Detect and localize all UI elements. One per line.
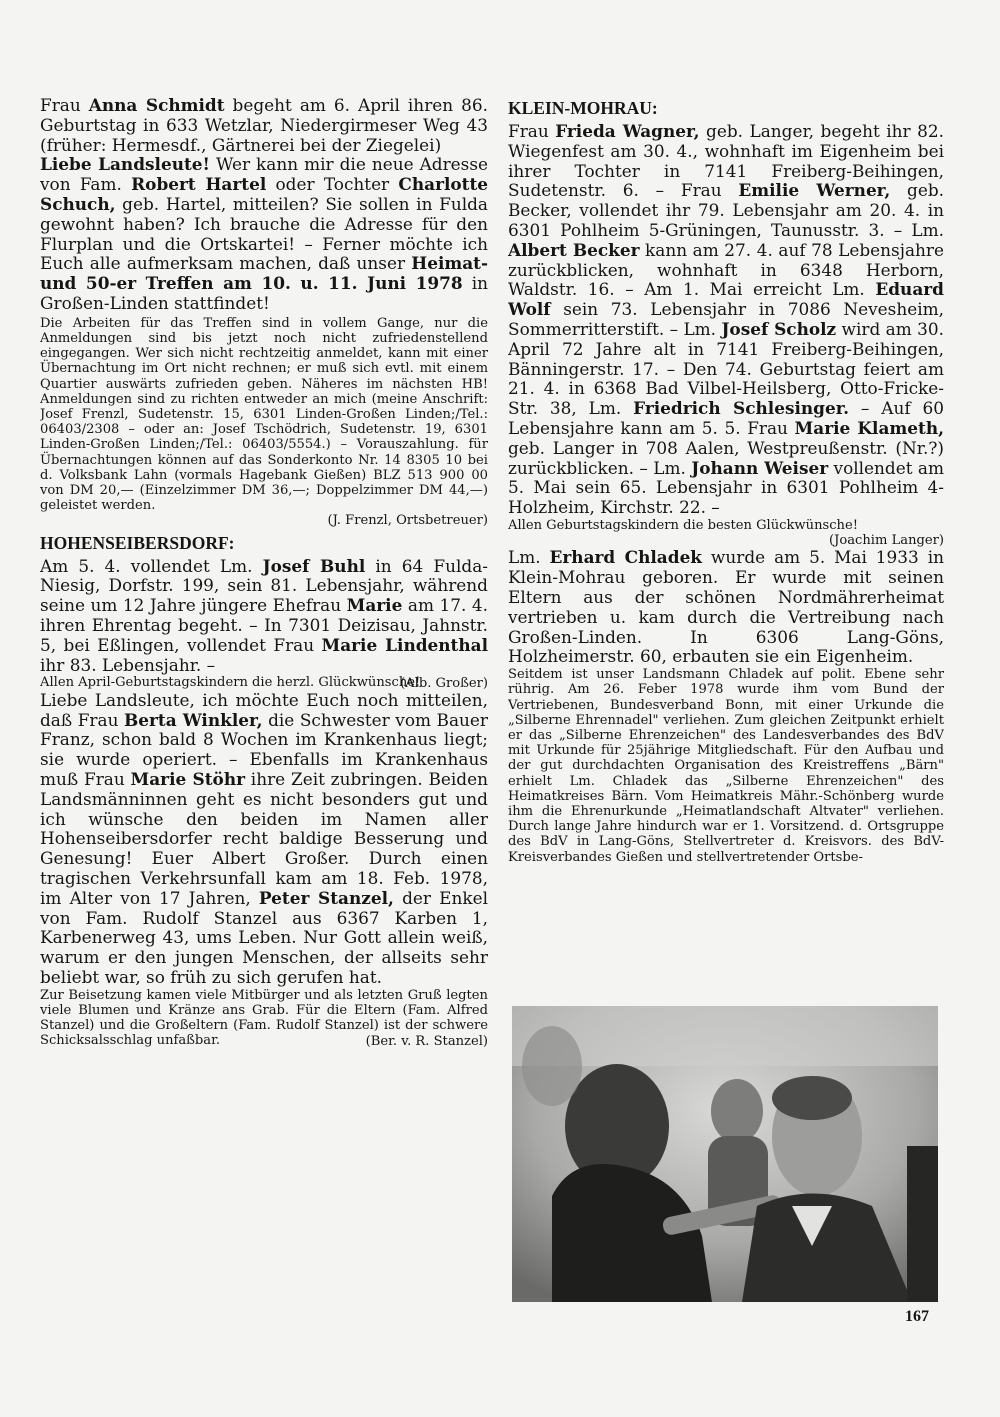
- bold-name: Johann Weiser: [691, 457, 829, 478]
- text-run: Am 5. 4. vollendet Lm.: [40, 555, 263, 576]
- bold-name: Josef Scholz: [721, 318, 837, 339]
- text-run: geb. Becker, vollendet ihr 79. Lebensjahr am 20. 4. in 6301 Pohlheim 5-Grüningen, Taunusstr. 3. – Lm.: [508, 180, 944, 240]
- text-run: geb. Langer in 708 Aalen, Westpreußenstr. (Nr.?) zurückblicken. – Lm.: [508, 437, 944, 478]
- paragraph-april-greetings: Allen April-Geburtstagskindern die herzl. Glückwünsche!: [40, 675, 421, 691]
- text-run: ihre Zeit zubringen. Beiden Landsmänninnen geht es nicht besonders gut und ich wünsche den beiden im Namen aller Hohenseibersdorfer recht baldige Besserung und Genesung! Euer Albert Großer. Durch einen tragischen Verkehrsunfall kam am 18. Feb. 1978, im Alter von 17 Jahren,: [40, 768, 488, 908]
- bold-name: Charlotte Schuch,: [40, 174, 488, 214]
- signature-stanzel: (Ber. v. R. Stanzel): [365, 1033, 488, 1049]
- heading-hohenseibersdorf: HOHENSEIBERSDORF:: [40, 532, 235, 553]
- text-run: in 64 Fulda-Niesig, Dorfstr. 199, sein 81. Lebensjahr, während seine um 12 Jahre jüngere Ehefrau: [40, 555, 488, 616]
- paragraph-best-wishes: Allen Geburtstagskindern die besten Glückwünsche!: [508, 517, 859, 533]
- bold-name: Robert Hartel: [131, 174, 267, 195]
- paragraph-anna-schmidt: [40, 96, 488, 155]
- bold-name: Liebe Landsleute!: [40, 154, 210, 175]
- text-run: ihr 83. Lebensjahr. –: [40, 654, 216, 675]
- text-run: begeht am 6. April ihren 86. Geburtstag in 633 Wetzlar, Niedergirmeser Weg 43 (früher: Hermesdf., Gärtnerei bei der Ziegelei): [40, 96, 488, 155]
- text-run: geb. Hartel, mitteilen? Sie sollen in Fulda gewohnt haben? Ich brauche die Adresse für den Flurplan und die Ortskartei! – Ferner möchte ich Euch alle aufmerksam machen, daß unser: [40, 193, 488, 274]
- signature-frenzl: (J. Frenzl, Ortsbetreuer): [327, 513, 488, 529]
- bold-name: Marie Klameth,: [794, 417, 944, 438]
- bold-name: Albert Becker: [508, 239, 640, 260]
- text-run: wurde am 5. Mai 1933 in Klein-Mohrau geboren. Er wurde mit seinen Eltern aus der schönen Nordmährerheimat vertrieben u. kam durch die Vertreibung nach Großen-Linden. In 6306 Lang-Göns, Holzheimerstr. 60, erbauten sie ein Eigenheim.: [508, 547, 944, 667]
- bold-name: Marie Stöhr: [130, 768, 245, 789]
- text-run: oder Tochter: [266, 174, 399, 195]
- heading-klein-mohrau: KLEIN-MOHRAU:: [508, 98, 658, 118]
- text-run: Frau: [508, 121, 556, 141]
- text-run: am 17. 4. ihren Ehrentag begeht. – In 7301 Deizisau, Jahnstr. 5, bei Eßlingen, vollendet Frau: [40, 595, 488, 655]
- bold-name: Emilie Werner,: [738, 180, 891, 201]
- paragraph-treffen-details: Die Arbeiten für das Treffen sind in vollem Gange, nur die Anmeldungen sind bis jetzt noch nicht zufriedenstellend eingegangen. Wer sich nicht rechtzeitig anmeldet, kann mit einer Übernachtung im Ort nicht rechnen; er muß sich evtl. mit einem Quartier auswärts zufrieden geben. Näheres im nächsten HB! Anmeldungen sind zu richten entweder an mich (meine Anschrift: Josef Frenzl, Sudetenstr. 15, 6301 Linden-Großen Linden;/Tel.: 06403/2308 – oder an: Josef Tschödrich, Sudetenstr. 19, 6301 Linden-Großen Linden;/Tel.: 06403/5554.) – Vorauszahlung. für Übernachtungen können auf das Sonderkonto Nr. 14 8305 10 bei d. Volksbank Lahn (vormals Hagebank Gießen) BLZ 513 900 00 von DM 20,— (Einzelzimmer DM 36,—; Doppelzimmer DM 44,—) geleistet werden.: [40, 315, 488, 514]
- left-column: [40, 96, 488, 1049]
- page-number: 167: [905, 1308, 929, 1325]
- text-run: vollendet am 5. Mai sein 65. Lebensjahr in 6301 Pohlheim 4-Holzheim, Kirchstr. 22. –: [508, 457, 944, 518]
- paragraph-josef-buhl: [40, 557, 488, 676]
- text-run: geb. Langer, begeht ihr 82. Wiegenfest am 30. 4., wohnhaft im Eigenheim bei ihrer Tochter in 7141 Freiberg-Beihingen, Sudetenstr. 6. – Frau: [508, 121, 944, 201]
- bold-name: Frieda Wagner,: [555, 121, 700, 141]
- text-run: – Auf 60 Lebensjahre kann am 5. 5. Frau: [508, 398, 944, 438]
- bold-name: Erhard Chladek: [549, 547, 703, 568]
- text-run: der Enkel von Fam. Rudolf Stanzel aus 6367 Karben 1, Karbenerweg 43, ums Leben. Nur Gott allein weiß, warum er den jungen Menschen, der allseits sehr beliebt war, so früh zu sich gerufen hat.: [40, 887, 488, 987]
- text-run: kann am 27. 4. auf 78 Lebensjahre zurückblicken, wohnhaft in 6348 Herborn, Waldstr. 16. – Am 1. Mai erreicht Lm.: [508, 239, 944, 300]
- bold-name: Friedrich Schlesinger.: [633, 398, 849, 419]
- bold-name: Marie: [346, 595, 403, 616]
- text-run: sein 73. Lebensjahr in 7086 Nevesheim, Sommerritterstift. – Lm.: [508, 299, 944, 339]
- paragraph-frieda-wagner: [508, 122, 944, 518]
- text-run: Frau: [40, 96, 89, 115]
- text-run: in Großen-Linden stattfindet!: [40, 273, 488, 313]
- paragraph-berta-winkler: [40, 691, 488, 988]
- paragraph-beisetzung: Zur Beisetzung kamen viele Mitbürger und als letzten Gruß legten viele Blumen und Kränze ans Grab. Für die Eltern (Fam. Alfred Stanzel) und die Großeltern (Fam. Rudolf Stanzel) ist der schwere Schicksalsschlag unfaßbar.: [40, 987, 488, 1049]
- signature-langer: (Joachim Langer): [828, 533, 944, 549]
- paragraph-erhard-chladek: [508, 548, 944, 667]
- bold-name: Berta Winkler,: [124, 709, 263, 730]
- bold-name: Heimat- und 50-er Treffen am 10. u. 11. Juni 1978: [40, 253, 488, 294]
- signature-grosser: (Alb. Großer): [400, 675, 488, 691]
- text-run: Liebe Landsleute, ich möchte Euch noch mitteilen, daß Frau: [40, 689, 488, 730]
- bold-name: Anna Schmidt: [88, 96, 225, 115]
- ceremony-photo: [512, 1006, 938, 1302]
- bold-name: Josef Buhl: [262, 555, 366, 576]
- paragraph-liebe-landsleute: [40, 155, 488, 313]
- bold-name: Eduard Wolf: [508, 279, 944, 320]
- bold-name: Marie Lindenthal: [321, 634, 488, 655]
- text-run: Lm.: [508, 547, 550, 568]
- text-run: die Schwester vom Bauer Franz, schon bald 8 Wochen im Krankenhaus liegt; sie wurde operiert. – Ebenfalls im Krankenhaus muß Frau: [40, 709, 488, 789]
- bold-name: Peter Stanzel,: [258, 887, 394, 908]
- right-column: [508, 96, 944, 865]
- text-run: Wer kann mir die neue Adresse von Fam.: [40, 154, 488, 195]
- text-run: wird am 30. April 72 Jahre alt in 7141 Freiberg-Beihingen, Bänningerstr. 17. – Den 74. Geburtstag feiert am 21. 4. in 6368 Bad Vilbel-Heilsberg, Otto-Fricke-Str. 38, Lm.: [508, 318, 944, 419]
- paragraph-chladek-honours: Seitdem ist unser Landsmann Chladek auf polit. Ebene sehr rührig. Am 26. Feber 1978 wurde ihm vom Bund der Vertriebenen, Bundesverband Bonn, mit einer Urkunde die „Silberne Ehrennadel" verliehen. Zum gleichen Zeitpunkt erhielt er das „Silberne Ehrenzeichen" des Landesverbandes des BdV mit Urkunde für 25jährige Mitgliedschaft. Für den Aufbau und der gut durchdachten Organisation des Kreistreffens „Bärn" erhielt Lm. Chladek das „Silberne Ehrenzeichen" des Heimatkreises Bärn. Vom Heimatkreis Mähr.-Schönberg wurde ihm die Ehrenurkunde „Heimatlandschaft Altvater" verliehen. Durch lange Jahre hindurch war er 1. Vorsitzend. d. Ortsgruppe des BdV in Lang-Göns, Stellvertreter d. Kreisvors. des BdV-Kreisverbandes Gießen und stellvertretender Ortsbe-: [508, 667, 944, 865]
